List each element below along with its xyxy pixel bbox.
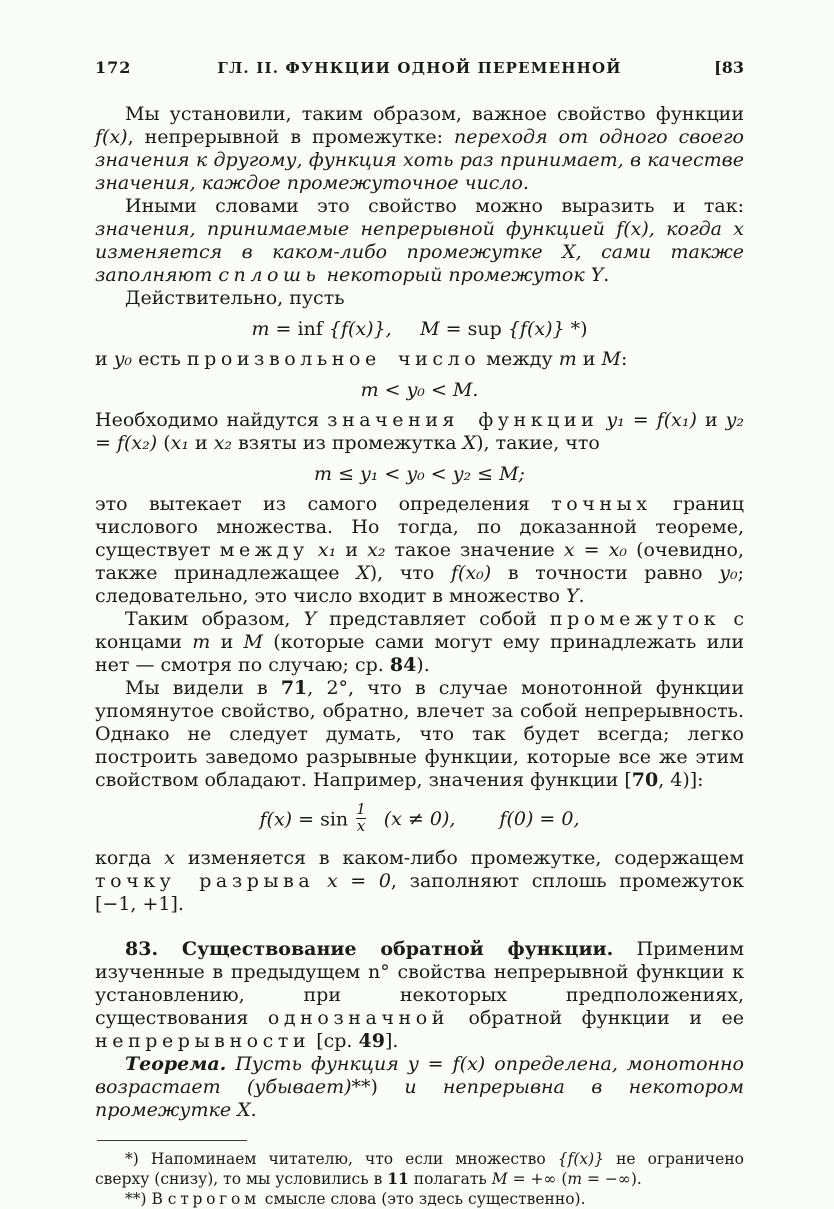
formula-chain-inequality: m ≤ y₁ < y₀ < y₂ ≤ M; [314,463,525,485]
formula-sin-op: = sin [292,808,355,831]
page-body [95,103,744,1122]
paragraph-interval-with-ends: Таким образом, Y представляет собой промежуток с концами m и M (которые сами могут ему принадлежать или нет — смотря по случаю; ср. 84). [95,608,744,676]
footnote-1: *) Напоминаем читателю, что если множество {f(x)} не ограничено сверху (снизу), то мы условились в 11 полагать M = +∞ (m = −∞). [95,1149,745,1188]
paragraph-monotone-converse: Мы видели в 71, 2°, что в случае монотонной функции упомянутое свойство, обратно, влечет за собой непрерывность. Однако не следует думать, что так будет всегда; легко построить заведомо разрывные функции, которые все же этим свойством обладают. Например, значения функции [70, 4)]: [95,677,744,791]
formula-m-y0-M: m < y₀ < M. [360,379,479,401]
paragraph-function-values-found: Необходимо найдутся значения функции y₁ = f(x₁) и y₂ = f(x₂) (x₁ и x₂ взяты из промежутка X), такие, что [95,409,744,454]
section-ref: [83 [714,58,744,77]
formula-inf-sup: m = inf {f(x)}, M = sup {f(x)} *) [251,318,588,340]
formula-sin-1-over-x [95,800,744,837]
page-header [95,58,744,77]
footnote-2: **) В строгом смысле слова (это здесь существенно). [125,1189,586,1208]
footnote-divider [97,1140,247,1141]
paragraph-section-83-heading: 83. Существование обратной функции. Применим изученные в предыдущем n° свойства непрерывной функции к установлению, при некоторых предположениях, существования однозначной обратной функции и ее непрерывности [ср. 49]. [95,937,744,1052]
fraction-denominator: x [356,816,366,835]
formula-lhs: f(x) [259,808,293,831]
formula-condition: (x ≠ 0), [383,808,456,831]
footnotes-block [95,1140,744,1209]
paragraph-theorem: Теорема. Пусть функция y = f(x) определена, монотонно возрастает (убывает)**) и непрерывна в некотором промежутке X. [95,1052,745,1121]
paragraph-restatement: Иными словами это свойство можно выразить и так: значения, принимаемые непрерывной функцией f(x), когда x изменяется в каком-либо промежутке X, сами также заполняют сплошь некоторый промежуток Y. [95,195,744,286]
paragraph-indeed-let: Действительно, пусть [125,287,345,309]
paragraph-property-of-continuity: Мы установили, таким образом, важное свойство функции f(x), непрерывной в промежутке: переходя от одного своего значения к другому, функция хоть раз принимает, в качестве значения, каждое промежуточное число. [95,103,744,194]
fraction-1-over-x [356,802,366,835]
formula-f0-value: f(0) = 0, [499,808,580,831]
page-number: 172 [95,58,132,77]
running-head: ГЛ. II. ФУНКЦИИ ОДНОЙ ПЕРЕМЕННОЙ [217,59,622,77]
paragraph-follows-from-bounds: это вытекает из самого определения точных границ числового множества. Но тогда, по доказанной теореме, существует между x₁ и x₂ такое значение x = x₀ (очевидно, также принадлежащее X), что f(x₀) в точности равно y₀; следовательно, это число входит в множество Y. [95,493,745,607]
paragraph-y0-arbitrary: и y₀ есть произвольное число между m и M: [95,348,628,370]
fraction-numerator: 1 [356,800,366,818]
paragraph-discontinuity-point: когда x изменяется в каком-либо промежутке, содержащем точку разрыва x = 0, заполняют сплошь промежуток [−1, +1]. [95,846,744,915]
